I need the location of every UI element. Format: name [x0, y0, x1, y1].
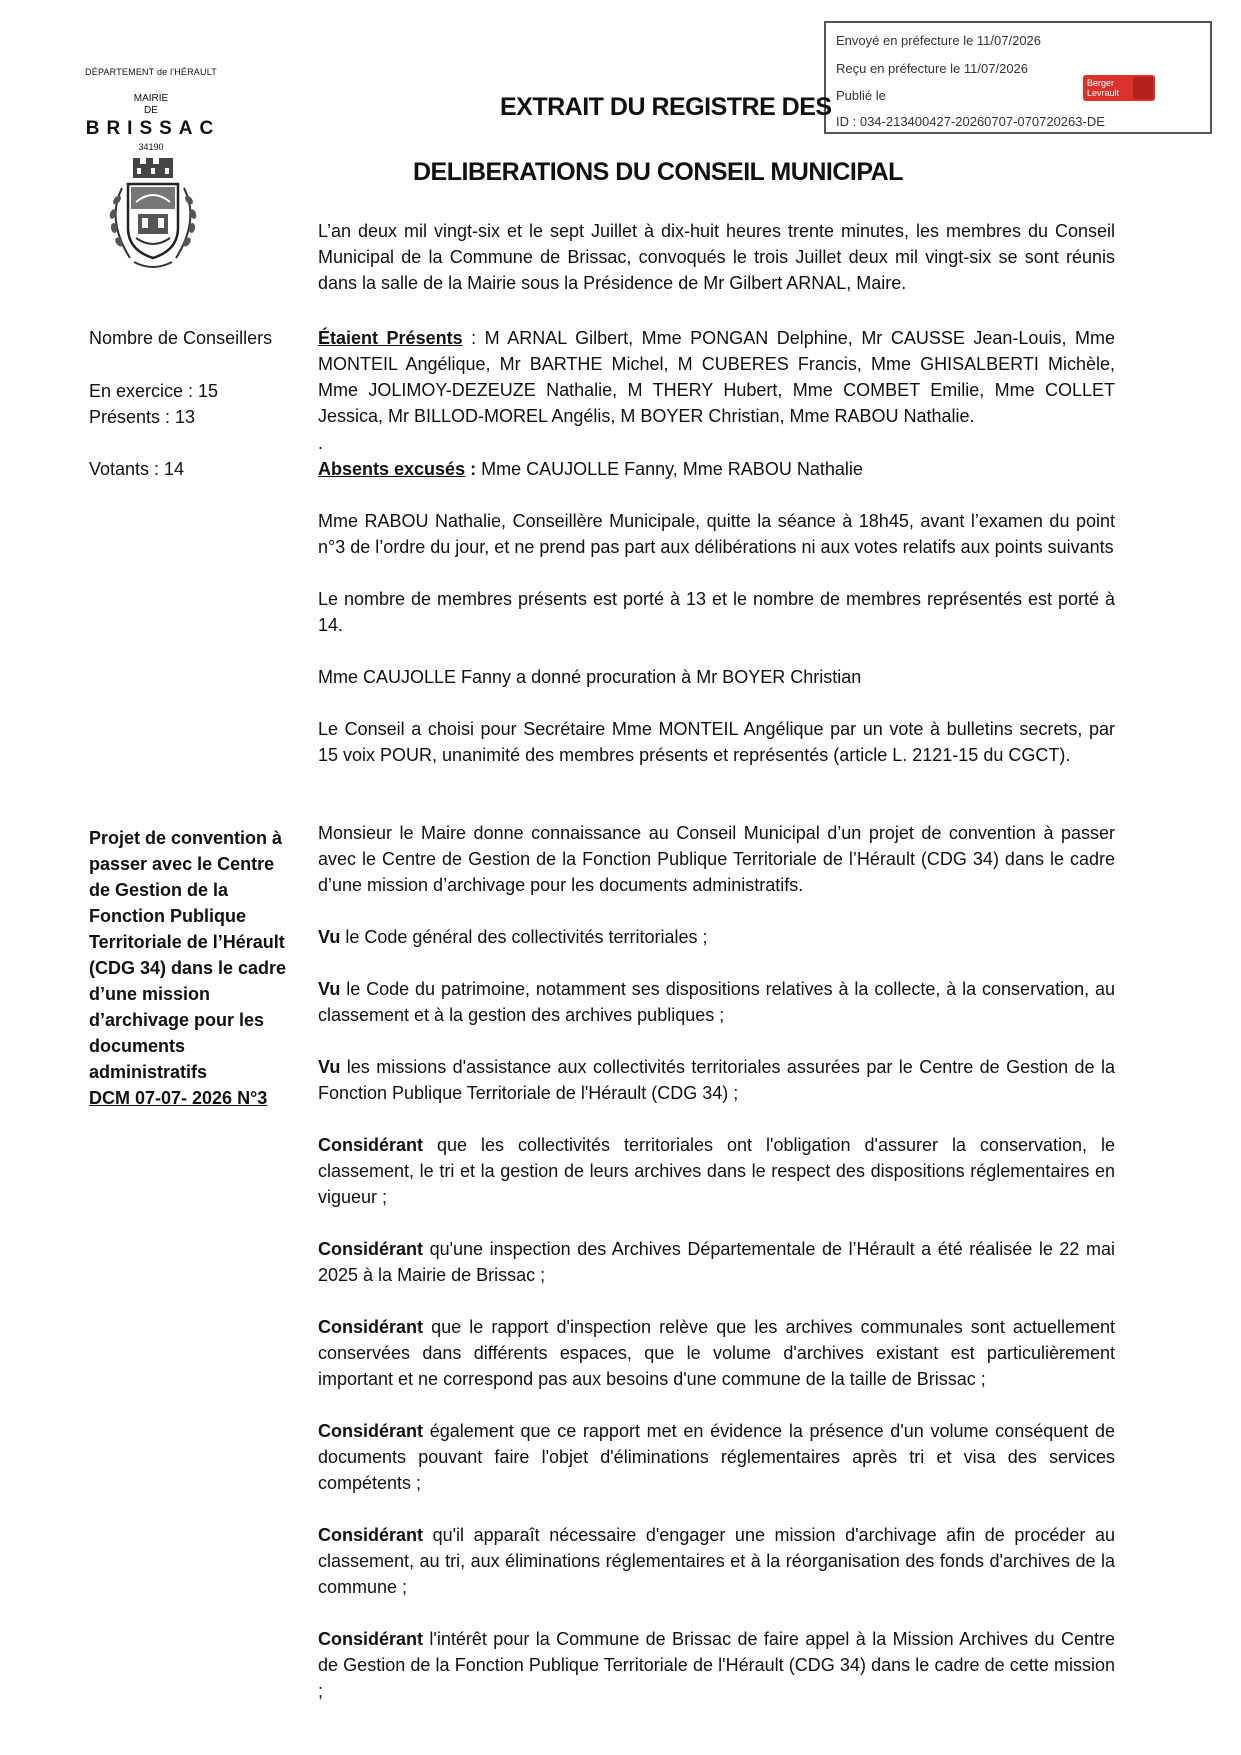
- voters-count: Votants : 14: [89, 459, 185, 479]
- present-members: [318, 325, 1115, 429]
- department-name: DÉPARTEMENT de l'HÉRAULT: [85, 67, 217, 77]
- stamp-sent: Envoyé en préfecture le 11/07/2026: [836, 33, 1042, 48]
- deliberation-reference: DCM 07-07- 2026 N°3: [89, 1088, 268, 1108]
- counsellors-label: Nombre de Conseillers: [89, 328, 273, 348]
- paragraph-lead: Considérant: [318, 1525, 424, 1545]
- meeting-intro: L’an deux mil vingt-six et le sept Juillet à dix-huit heures trente minutes, les membres du Conseil Municipal de la Commune de Brissac, convoqués le trois Juillet deux mil vingt-six se sont réunis dans la salle de la Mairie sous la Présidence de Mr Gilbert ARNAL, Maire.: [318, 221, 1115, 293]
- paragraph-text: que le rapport d'inspection relève que les archives communales sont actuellement conservées dans différents espaces, que le volume d'archives existant est particulièrement important et ne correspond pas aux besoins d'une commune de la taille de Brissac ;: [318, 1317, 1115, 1389]
- de-word: DE: [144, 105, 158, 116]
- deliberation-paragraph: [318, 1132, 1115, 1210]
- present-list: : M ARNAL Gilbert, Mme PONGAN Delphine, Mr CAUSSE Jean-Louis, Mme MONTEIL Angélique, Mr BARTHE Michel, M CUBERES Francis, Mme GHISALBERTI Michèle, Mme JOLIMOY-DEZEUZE Nathalie, M THERY Hubert, Mme COMBET Emilie, Mme COLLET Jessica, Mr BILLOD-MOREL Angélis, M BOYER Christian, Mme RABOU Nathalie.: [318, 328, 1115, 426]
- deliberation-paragraph: [318, 924, 1115, 950]
- prefecture-stamp: [824, 21, 1212, 134]
- deliberation-paragraph: [318, 1236, 1115, 1288]
- paragraph-text: également que ce rapport met en évidence la présence d'un volume conséquent de documents pouvant faire l'objet d'éliminations réglementaires après tri et visa des services compétents ;: [318, 1421, 1115, 1493]
- paragraph-text: l'intérêt pour la Commune de Brissac de faire appel à la Mission Archives du Centre de Gestion de la Fonction Publique Territoriale de l'Hérault (CDG 34) dans le cadre de cette mission ;: [318, 1629, 1115, 1701]
- deliberations-title: DELIBERATIONS DU CONSEIL MUNICIPAL: [413, 158, 903, 186]
- register-title: EXTRAIT DU REGISTRE DES: [500, 93, 832, 121]
- leave-note: Mme RABOU Nathalie, Conseillère Municipale, quitte la séance à 18h45, avant l’examen du point n°3 de l’ordre du jour, et ne prend pas part aux délibérations ni aux votes relatifs aux points suivants: [318, 511, 1115, 557]
- members-note: Le nombre de membres présents est porté à 13 et le nombre de membres représentés est porté à 14.: [318, 589, 1115, 635]
- deliberation-paragraph: [318, 1314, 1115, 1392]
- absent-label: Absents excusés: [318, 459, 466, 479]
- proxy-note: Mme CAUJOLLE Fanny a donné procuration à Mr BOYER Christian: [318, 667, 862, 687]
- paragraph-lead: Vu: [318, 1057, 341, 1077]
- absent-list: Mme CAUJOLLE Fanny, Mme RABOU Nathalie: [476, 459, 863, 479]
- svg-text:Berger: Berger: [1087, 78, 1115, 88]
- dot-line: .: [318, 433, 324, 453]
- stamp-received: Reçu en préfecture le 11/07/2026: [836, 61, 1029, 76]
- paragraph-text: qu'une inspection des Archives Départementale de l’Hérault a été réalisée le 22 mai 2025 à la Mairie de Brissac ;: [318, 1239, 1115, 1285]
- paragraph-text: les missions d'assistance aux collectivités territoriales assurées par le Centre de Gestion de la Fonction Publique Territoriale de l'Hérault (CDG 34) ;: [318, 1057, 1115, 1103]
- town-name: BRISSAC: [85, 118, 221, 139]
- deliberation-subject: [89, 825, 299, 1111]
- stamp-id: ID : 034-213400427-20260707-070720263-DE: [836, 114, 1105, 129]
- absent-colon: :: [465, 459, 477, 479]
- town-crest-icon: [100, 158, 206, 276]
- deliberation-paragraph: [318, 1626, 1115, 1704]
- paragraph-lead: Considérant: [318, 1421, 424, 1441]
- paragraph-text: qu'il apparaît nécessaire d'engager une mission d'archivage afin de procéder au classement, au tri, aux éliminations réglementaires et à la réorganisation des fonds d'archives de la commune ;: [318, 1525, 1115, 1597]
- present-count: Présents : 13: [89, 407, 196, 427]
- postal-code: 34190: [138, 142, 164, 152]
- mairie-word: MAIRIE: [133, 93, 169, 104]
- svg-text:Levrault: Levrault: [1087, 88, 1120, 98]
- paragraph-lead: Considérant: [318, 1239, 424, 1259]
- paragraph-lead: Considérant: [318, 1135, 424, 1155]
- berger-levrault-logo: [1083, 75, 1155, 101]
- deliberation-paragraph: [318, 820, 1115, 898]
- deliberation-paragraph: [318, 1522, 1115, 1600]
- mairie-label: [80, 93, 222, 117]
- in-office-count: En exercice : 15: [89, 381, 219, 401]
- paragraph-lead: Vu: [318, 927, 341, 947]
- deliberation-subject-text: Projet de convention à passer avec le Centre de Gestion de la Fonction Publique Territoriale de l’Hérault (CDG 34) dans le cadre d’une mission d’archivage pour les documents administratifs: [89, 828, 287, 1082]
- paragraph-text: le Code général des collectivités territoriales ;: [340, 927, 708, 947]
- stamp-published: Publié le: [836, 88, 886, 103]
- deliberation-paragraph: [318, 1418, 1115, 1496]
- deliberation-paragraph: [318, 976, 1115, 1028]
- deliberation-paragraph: [318, 1054, 1115, 1106]
- present-label: Étaient Présents: [318, 328, 463, 348]
- paragraph-lead: Considérant: [318, 1629, 424, 1649]
- secretary-note: Le Conseil a choisi pour Secrétaire Mme MONTEIL Angélique par un vote à bulletins secrets, par 15 voix POUR, unanimité des membres présents et représentés (article L. 2121-15 du CGCT).: [318, 719, 1115, 765]
- paragraph-text: que les collectivités territoriales ont l'obligation d'assurer la conservation, le classement, le tri et la gestion de leurs archives dans le respect des dispositions réglementaires en vigueur ;: [318, 1135, 1115, 1207]
- paragraph-lead: Considérant: [318, 1317, 424, 1337]
- paragraph-text: le Code du patrimoine, notamment ses dispositions relatives à la collecte, à la conservation, au classement et à la gestion des archives publiques ;: [318, 979, 1115, 1025]
- paragraph-lead: Vu: [318, 979, 341, 999]
- absent-members: [318, 456, 1115, 482]
- paragraph-text: Monsieur le Maire donne connaissance au Conseil Municipal d’un projet de convention à passer avec le Centre de Gestion de la Fonction Publique Territoriale de l’Hérault (CDG 34) dans le cadre d’une mission d’archivage pour les documents administratifs.: [318, 823, 1115, 895]
